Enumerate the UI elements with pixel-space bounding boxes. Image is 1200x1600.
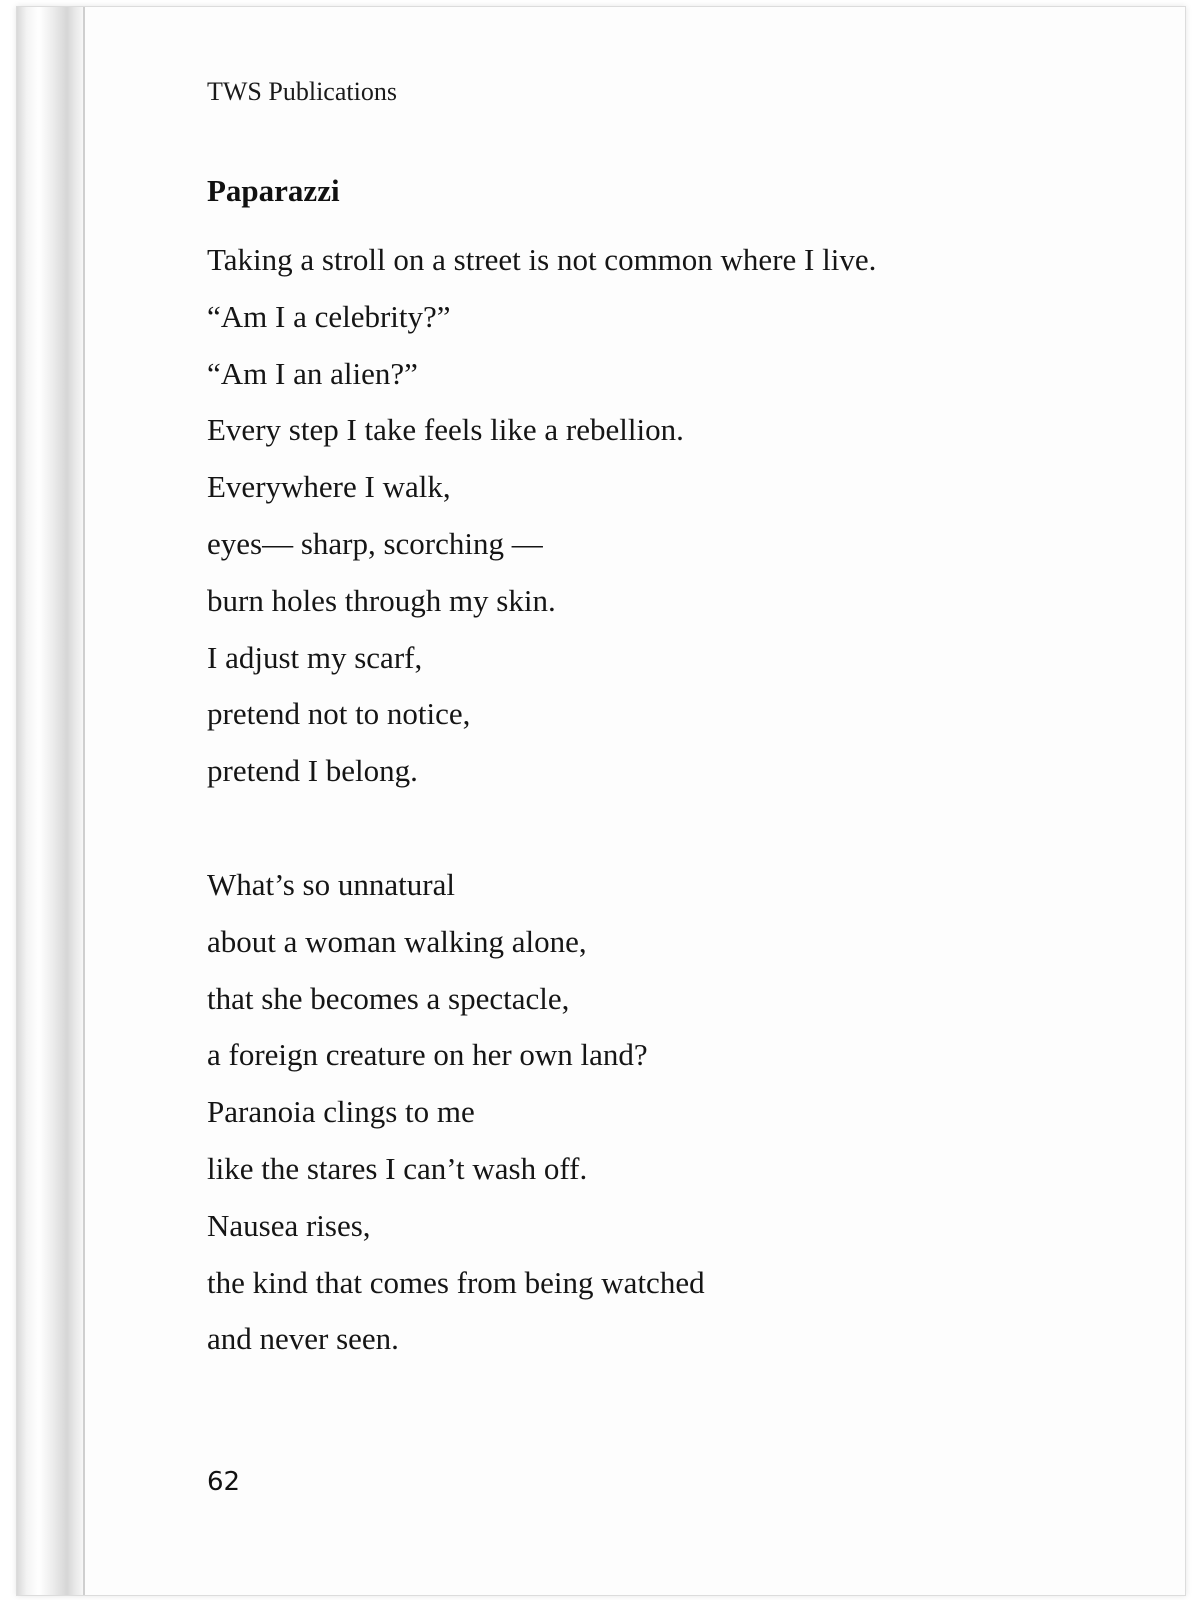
- book-spine: [17, 7, 83, 1595]
- poem-line: like the stares I can’t wash off.: [207, 1150, 588, 1186]
- poem-line: “Am I an alien?”: [207, 355, 418, 391]
- poem-line: Taking a stroll on a street is not common where I live.: [207, 242, 877, 277]
- publisher-header: TWS Publications: [207, 77, 397, 106]
- book-page: [16, 6, 1186, 1596]
- poem-line: a foreign creature on her own land?: [207, 1037, 648, 1073]
- poem-line: I adjust my scarf,: [207, 639, 423, 675]
- poem-line: Every step I take feels like a rebellion.: [207, 412, 684, 448]
- poem-line: Nausea rises,: [207, 1207, 371, 1243]
- poem-line: the kind that comes from being watched: [207, 1264, 705, 1300]
- poem-line: “Am I a celebrity?”: [207, 298, 451, 334]
- page-number: 62: [207, 1467, 241, 1497]
- poem-line: What’s so unnatural: [207, 867, 455, 902]
- poem-line: that she becomes a spectacle,: [207, 980, 570, 1016]
- poem-line: and never seen.: [207, 1321, 399, 1357]
- spine-edge: [83, 7, 85, 1595]
- poem-line: about a woman walking alone,: [207, 923, 587, 959]
- poem-line: Everywhere I walk,: [207, 469, 451, 505]
- stanza-2: [207, 857, 705, 1368]
- poem-line: eyes— sharp, scorching —: [207, 525, 543, 561]
- poem-title: Paparazzi: [207, 173, 340, 208]
- poem-line: Paranoia clings to me: [207, 1094, 475, 1130]
- poem-line: pretend I belong.: [207, 753, 418, 789]
- poem-line: burn holes through my skin.: [207, 582, 556, 618]
- stanza-1: [207, 232, 876, 800]
- poem-line: pretend not to notice,: [207, 696, 471, 732]
